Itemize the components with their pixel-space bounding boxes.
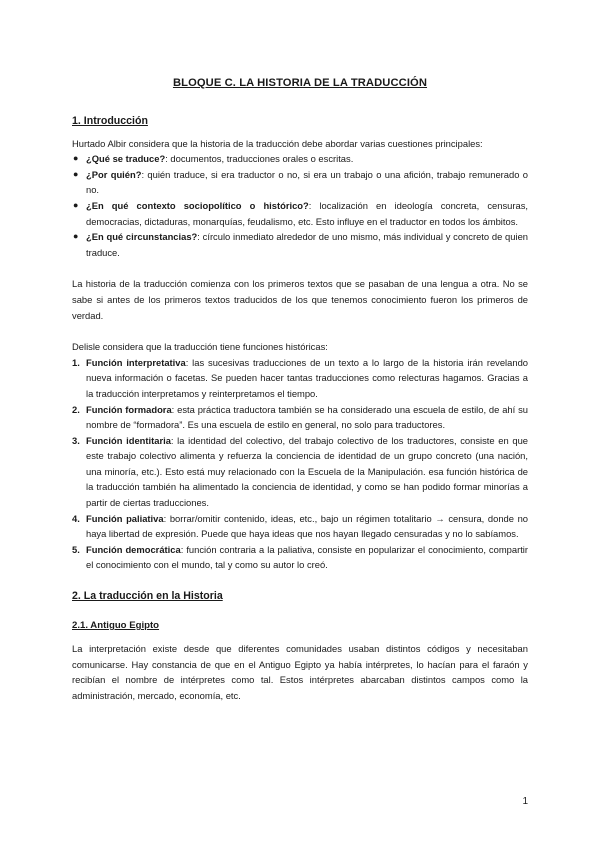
question-term: ¿En qué circunstancias? [86, 231, 198, 243]
list-item [72, 151, 528, 167]
item-number: 5. [72, 543, 80, 555]
question-term: ¿Por quién? [86, 168, 142, 180]
item-number: 4. [72, 512, 80, 524]
list-item [72, 229, 528, 260]
function-term: Función formadora [86, 403, 172, 415]
question-text: : documentos, traducciones orales o escritas. [165, 153, 354, 165]
page-number: 1 [522, 796, 528, 807]
question-term: ¿Qué se traduce? [86, 153, 166, 165]
document-page [72, 60, 528, 703]
question-text: : localización en ideología concreta, censuras, democracias, dictaduras, monarquías, feudalismo, etc. Esto influye en el traductor en todos los ámbitos. [86, 199, 528, 227]
intro-paragraph: Hurtado Albir considera que la historia de la traducción debe abordar varias cuestiones principales: [72, 137, 483, 149]
list-item [72, 542, 528, 573]
list-item [72, 198, 528, 229]
list-item [72, 355, 528, 402]
function-term: Función identitaria [86, 434, 171, 446]
function-term: Función interpretativa [86, 356, 186, 368]
function-term: Función paliativa [86, 512, 164, 524]
function-text: : las sucesivas traducciones de un texto a lo largo de la historia irán revelando nueva información o facetas. Se pueden hacer tantas traducciones como relecturas hagamos. Gracias a la traducción interpretamos y reinterpretamos el tiempo. [86, 356, 528, 399]
delisle-intro: Delisle considera que la traducción tiene funciones históricas: [72, 341, 328, 353]
bullet-icon: ● [73, 231, 79, 242]
function-text: : la identidad del colectivo, del trabajo colectivo de los traductores, consiste en que este trabajo colectivo alimenta y refuerza la conciencia de identidad de un grupo concreto (una nación, una minoría, etc.). Esto está muy relacionado con la Escuela de la Manipulación. esa función histórica de la traducción también ha alimentado la conciencia de identidad, y como se han podido formar minorías a partir de ciertas traducciones. [86, 434, 529, 509]
list-item [72, 511, 528, 542]
subsection-heading-egipto: 2.1. Antiguo Egipto [72, 620, 160, 632]
list-item [72, 402, 528, 433]
item-number: 1. [72, 356, 80, 368]
question-text: : círculo inmediato alrededor de uno mismo, más individual y concreto de quien traduce. [86, 231, 528, 258]
function-text: : borrar/omitir contenido, ideas, etc., bajo un régimen totalitario → censura, donde no haya libertad de expresión. Puede que haya ideas que nos hayan llegado censuradas y no lo sabíamos. [86, 512, 529, 540]
function-text: : función contraria a la paliativa, consiste en popularizar el conocimiento, compartir el conocimiento con el mundo, tal y como su autor lo creó. [86, 543, 528, 571]
egipto-paragraph: La interpretación existe desde que diferentes comunidades usaban distintos códigos y necesitaban comunicarse. Hay constancia de que en el Antiguo Egipto ya había intérpretes, lo hacían para el faraón y recibían el nombre de intérpretes como tal. Estos intérpretes abarcaban distintos campos como la administración, mercado, economía, etc. [72, 643, 528, 701]
list-item [72, 433, 528, 511]
functions-list [72, 355, 528, 573]
list-item [72, 167, 528, 198]
question-text: : quién traduce, si era traductor o no, si era un trabajo o una afición, trabajo remunerado o no. [86, 168, 528, 196]
section-heading-introduccion: 1. Introducción [72, 114, 148, 127]
section-heading-historia: 2. La traducción en la Historia [72, 590, 223, 603]
function-term: Función democrática [86, 543, 181, 555]
questions-list [72, 151, 528, 260]
history-paragraph: La historia de la traducción comienza con los primeros textos que se pasaban de una lengua a otra. No se sabe si antes de los primeros textos traducidos de los que tenemos conocimiento fueron los primeros de verdad. [72, 278, 528, 321]
document-title: BLOQUE C. LA HISTORIA DE LA TRADUCCIÓN [172, 77, 428, 89]
question-term: ¿En qué contexto sociopolítico o histórico? [86, 199, 309, 211]
bullet-icon: ● [73, 168, 79, 179]
item-number: 3. [72, 434, 80, 446]
bullet-icon: ● [73, 153, 79, 164]
item-number: 2. [72, 403, 80, 415]
function-text: : esta práctica traductora también se ha considerado una escuela de estilo, de ahí su nombre de “formadora”. Es una escuela de estilo en general, no solo para traductores. [86, 403, 528, 431]
bullet-icon: ● [73, 199, 79, 210]
